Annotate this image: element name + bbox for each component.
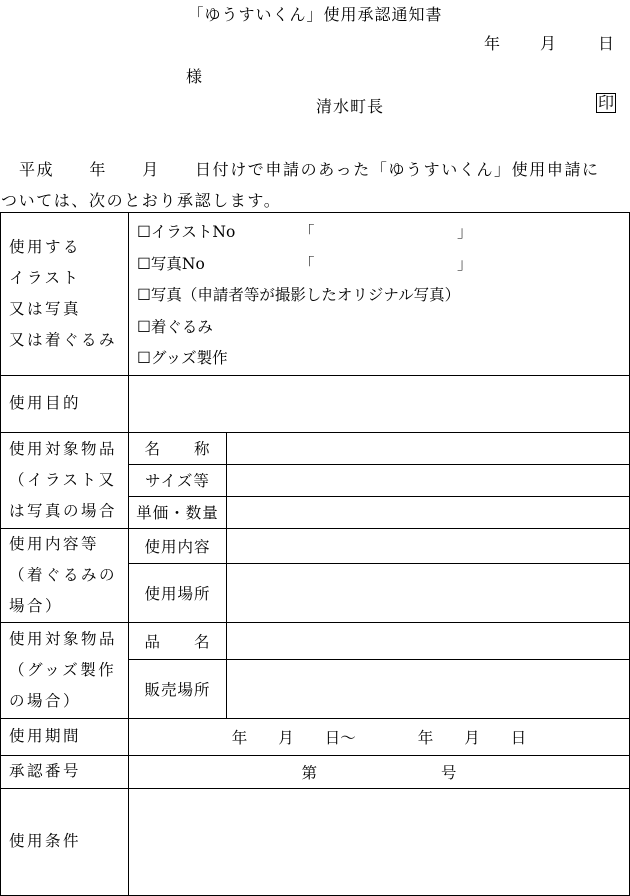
purpose-field[interactable] xyxy=(129,375,630,432)
sub-label-price: 単価・数量 xyxy=(129,496,227,528)
open-bracket: 「 xyxy=(299,254,315,273)
label-line: 使用する xyxy=(9,237,82,256)
date-year: 年 xyxy=(484,34,501,53)
option-illust-no[interactable] xyxy=(137,217,629,249)
label-purpose: 使用目的 xyxy=(1,375,129,432)
label-line: イラスト xyxy=(9,268,81,287)
price-field[interactable] xyxy=(227,496,630,528)
date-month: 月 xyxy=(540,34,557,53)
row-approval-no xyxy=(1,755,630,788)
label-line: 又は着ぐるみ xyxy=(9,330,118,349)
name-field[interactable] xyxy=(227,432,630,464)
label-line: の場合） xyxy=(9,691,82,710)
label-approval-no: 承認番号 xyxy=(1,755,129,788)
sub-label-sales-place: 販売場所 xyxy=(129,659,227,718)
row-usage-item xyxy=(1,213,630,376)
approval-table xyxy=(0,212,630,896)
option-text: ☐イラストNo xyxy=(137,223,236,241)
label-line: 場合） xyxy=(9,596,64,615)
row-period xyxy=(1,718,630,755)
conditions-field[interactable] xyxy=(129,788,630,895)
place-field[interactable] xyxy=(227,563,630,622)
product-field[interactable] xyxy=(227,622,630,659)
label-line: （イラスト又 xyxy=(9,470,117,489)
sub-label-size: サイズ等 xyxy=(129,464,227,496)
label-line: は写真の場合 xyxy=(9,501,118,520)
label-period: 使用期間 xyxy=(1,718,129,755)
sales-place-field[interactable] xyxy=(227,659,630,718)
label-target-illust xyxy=(1,432,129,528)
close-bracket: 」 xyxy=(457,254,473,273)
label-line: 又は写真 xyxy=(9,299,82,318)
approval-no-field[interactable]: 第 号 xyxy=(129,755,630,788)
sub-label-place: 使用場所 xyxy=(129,563,227,622)
option-text: ☐着ぐるみ xyxy=(137,317,213,336)
sub-label-product: 品 名 xyxy=(129,622,227,659)
label-line: （着ぐるみの xyxy=(9,565,118,584)
document-title: 「ゆうすいくん」使用承認通知書 xyxy=(187,5,443,24)
addressee-suffix: 様 xyxy=(186,67,203,86)
label-line: （グッズ製作 xyxy=(9,660,117,679)
row-goods-name xyxy=(1,622,630,659)
option-photo-no[interactable] xyxy=(137,249,629,281)
date-day: 日 xyxy=(598,34,615,53)
usage-options xyxy=(129,213,630,376)
close-bracket: 」 xyxy=(457,223,473,241)
label-conditions: 使用条件 xyxy=(1,788,129,895)
issuer-name: 清水町長 xyxy=(316,97,385,116)
row-purpose xyxy=(1,375,630,432)
intro-line-1: 平成 年 月 日付けで申請のあった「ゆうすいくん」使用申請に xyxy=(19,160,600,179)
option-goods[interactable] xyxy=(137,343,629,375)
option-text: ☐写真（申請者等が撮影したオリジナル写真） xyxy=(137,286,461,304)
content-field[interactable] xyxy=(227,528,630,563)
open-bracket: 「 xyxy=(299,223,315,241)
seal-mark: 印 xyxy=(598,93,615,112)
option-text: ☐グッズ製作 xyxy=(137,349,228,367)
row-illust-name xyxy=(1,432,630,464)
sub-label-content: 使用内容 xyxy=(129,528,227,563)
option-text: ☐写真No xyxy=(137,254,205,273)
size-field[interactable] xyxy=(227,464,630,496)
label-target-goods xyxy=(1,622,129,718)
label-line: 使用対象物品 xyxy=(9,629,118,648)
option-costume[interactable] xyxy=(137,312,629,344)
row-costume-content xyxy=(1,528,630,563)
label-line: 使用対象物品 xyxy=(9,439,118,458)
label-content-costume xyxy=(1,528,129,622)
option-original-photo[interactable] xyxy=(137,280,629,312)
intro-line-2: ついては、次のとおり承認します。 xyxy=(1,191,282,210)
row-conditions xyxy=(1,788,630,895)
label-usage-item xyxy=(1,213,129,376)
label-line: 使用内容等 xyxy=(9,534,100,553)
period-field[interactable]: 年 月 日～ 年 月 日 xyxy=(129,718,630,755)
sub-label-name: 名 称 xyxy=(129,432,227,464)
